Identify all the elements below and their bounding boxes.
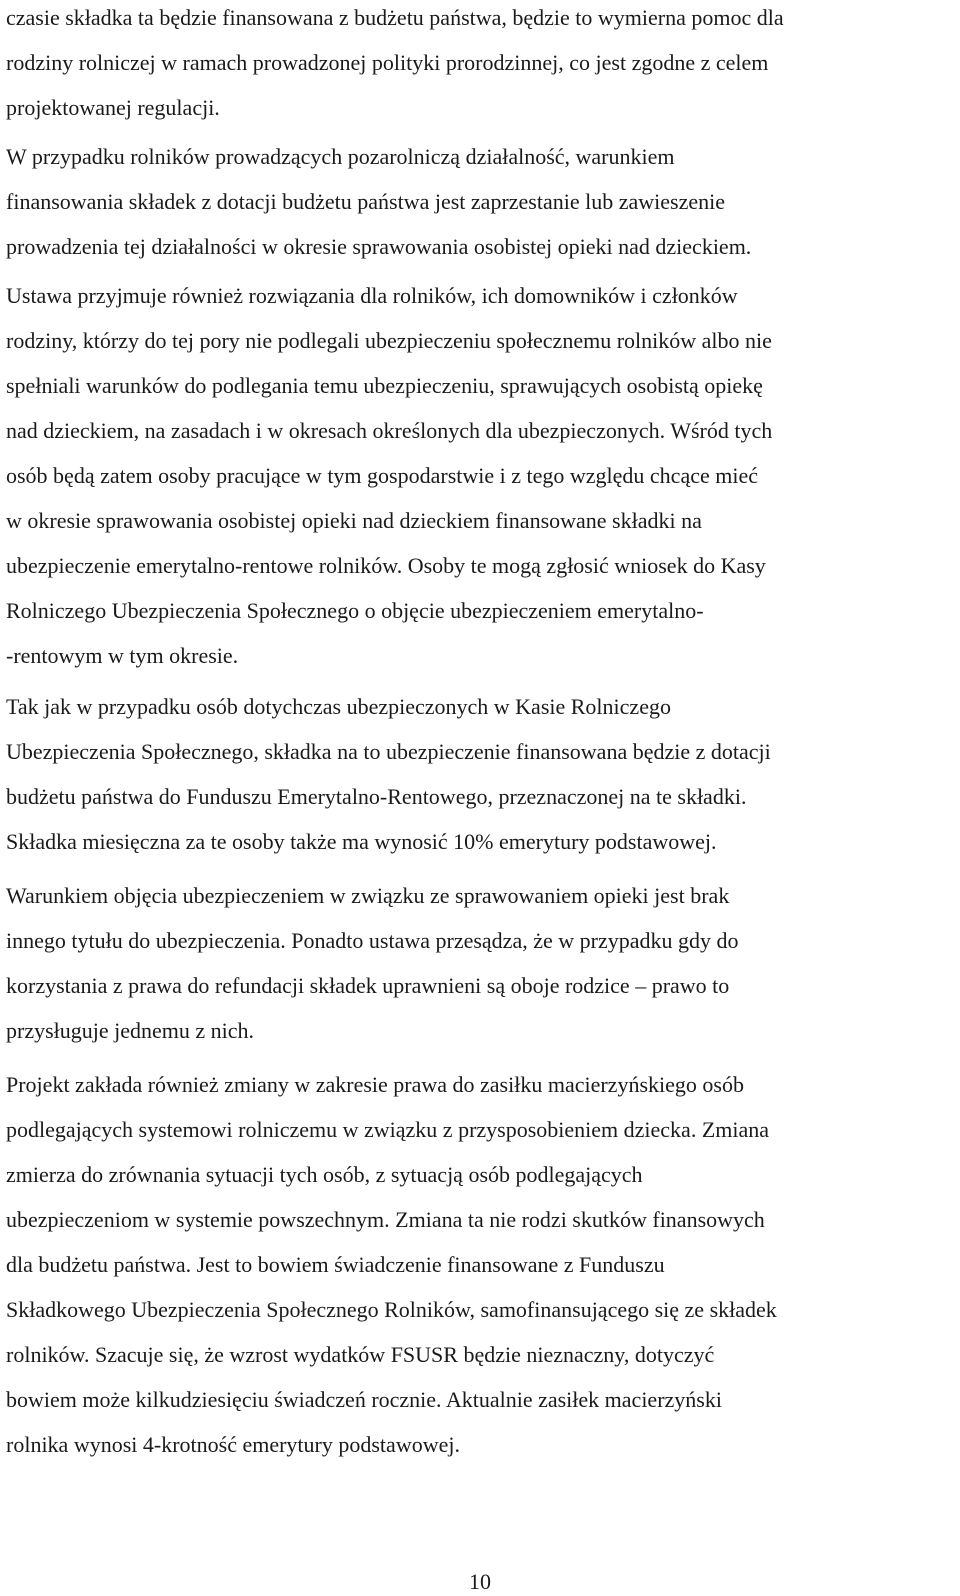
text-line: rolnika wynosi 4-krotność emerytury podstawowej. <box>6 1432 460 1457</box>
text-line: ubezpieczeniom w systemie powszechnym. Zmiana ta nie rodzi skutków finansowych <box>6 1207 765 1232</box>
text-line: bowiem może kilkudziesięciu świadczeń rocznie. Aktualnie zasiłek macierzyński <box>6 1387 722 1412</box>
text-line: projektowanej regulacji. <box>6 95 220 120</box>
text-line: rolników. Szacuje się, że wzrost wydatków FSUSR będzie nieznaczny, dotyczyć <box>6 1342 715 1367</box>
text-line: rodziny, którzy do tej pory nie podlegali ubezpieczeniu społecznemu rolników albo nie <box>6 328 772 353</box>
text-line: przysługuje jednemu z nich. <box>6 1018 255 1043</box>
text-line: budżetu państwa do Funduszu Emerytalno-Rentowego, przeznaczonej na te składki. <box>6 784 747 809</box>
text-line: ubezpieczenie emerytalno-rentowe rolników. Osoby te mogą zgłosić wniosek do Kasy <box>6 553 766 578</box>
text-line: Tak jak w przypadku osób dotychczas ubezpieczonych w Kasie Rolniczego <box>6 694 671 719</box>
text-line: prowadzenia tej działalności w okresie sprawowania osobistej opieki nad dzieckiem. <box>6 234 752 259</box>
text-line: Projekt zakłada również zmiany w zakresie prawa do zasiłku macierzyńskiego osób <box>6 1072 744 1097</box>
text-line: Rolniczego Ubezpieczenia Społecznego o objęcie ubezpieczeniem emerytalno- <box>6 598 704 623</box>
text-line: Ustawa przyjmuje również rozwiązania dla rolników, ich domowników i członków <box>6 283 738 308</box>
text-line: Składkowego Ubezpieczenia Społecznego Rolników, samofinansującego się ze składek <box>6 1297 777 1322</box>
text-line: spełniali warunków do podlegania temu ubezpieczeniu, sprawujących osobistą opiekę <box>6 373 763 398</box>
page-number: 10 <box>469 1569 491 1594</box>
text-line: podlegających systemowi rolniczemu w związku z przysposobieniem dziecka. Zmiana <box>6 1117 770 1142</box>
text-line: osób będą zatem osoby pracujące w tym gospodarstwie i z tego względu chcące mieć <box>6 463 758 488</box>
text-line: czasie składka ta będzie finansowana z budżetu państwa, będzie to wymierna pomoc dla <box>6 5 784 30</box>
text-line: nad dzieckiem, na zasadach i w okresach określonych dla ubezpieczonych. Wśród tych <box>6 418 773 443</box>
text-line: finansowania składek z dotacji budżetu państwa jest zaprzestanie lub zawieszenie <box>6 189 725 214</box>
text-line: innego tytułu do ubezpieczenia. Ponadto ustawa przesądza, że w przypadku gdy do <box>6 928 739 953</box>
text-line: -rentowym w tym okresie. <box>6 643 239 668</box>
text-line: zmierza do zrównania sytuacji tych osób, z sytuacją osób podlegających <box>6 1162 643 1187</box>
text-line: W przypadku rolników prowadzących pozarolniczą działalność, warunkiem <box>6 144 675 169</box>
text-line: w okresie sprawowania osobistej opieki nad dzieckiem finansowane składki na <box>6 508 702 533</box>
text-line: rodziny rolniczej w ramach prowadzonej polityki prorodzinnej, co jest zgodne z celem <box>6 50 769 75</box>
text-line: dla budżetu państwa. Jest to bowiem świadczenie finansowane z Funduszu <box>6 1252 665 1277</box>
text-line: Ubezpieczenia Społecznego, składka na to ubezpieczenie finansowana będzie z dotacji <box>6 739 771 764</box>
text-line: Warunkiem objęcia ubezpieczeniem w związku ze sprawowaniem opieki jest brak <box>6 883 730 908</box>
text-line: korzystania z prawa do refundacji składek uprawnieni są oboje rodzice – prawo to <box>6 973 730 998</box>
text-line: Składka miesięczna za te osoby także ma wynosić 10% emerytury podstawowej. <box>6 829 717 854</box>
